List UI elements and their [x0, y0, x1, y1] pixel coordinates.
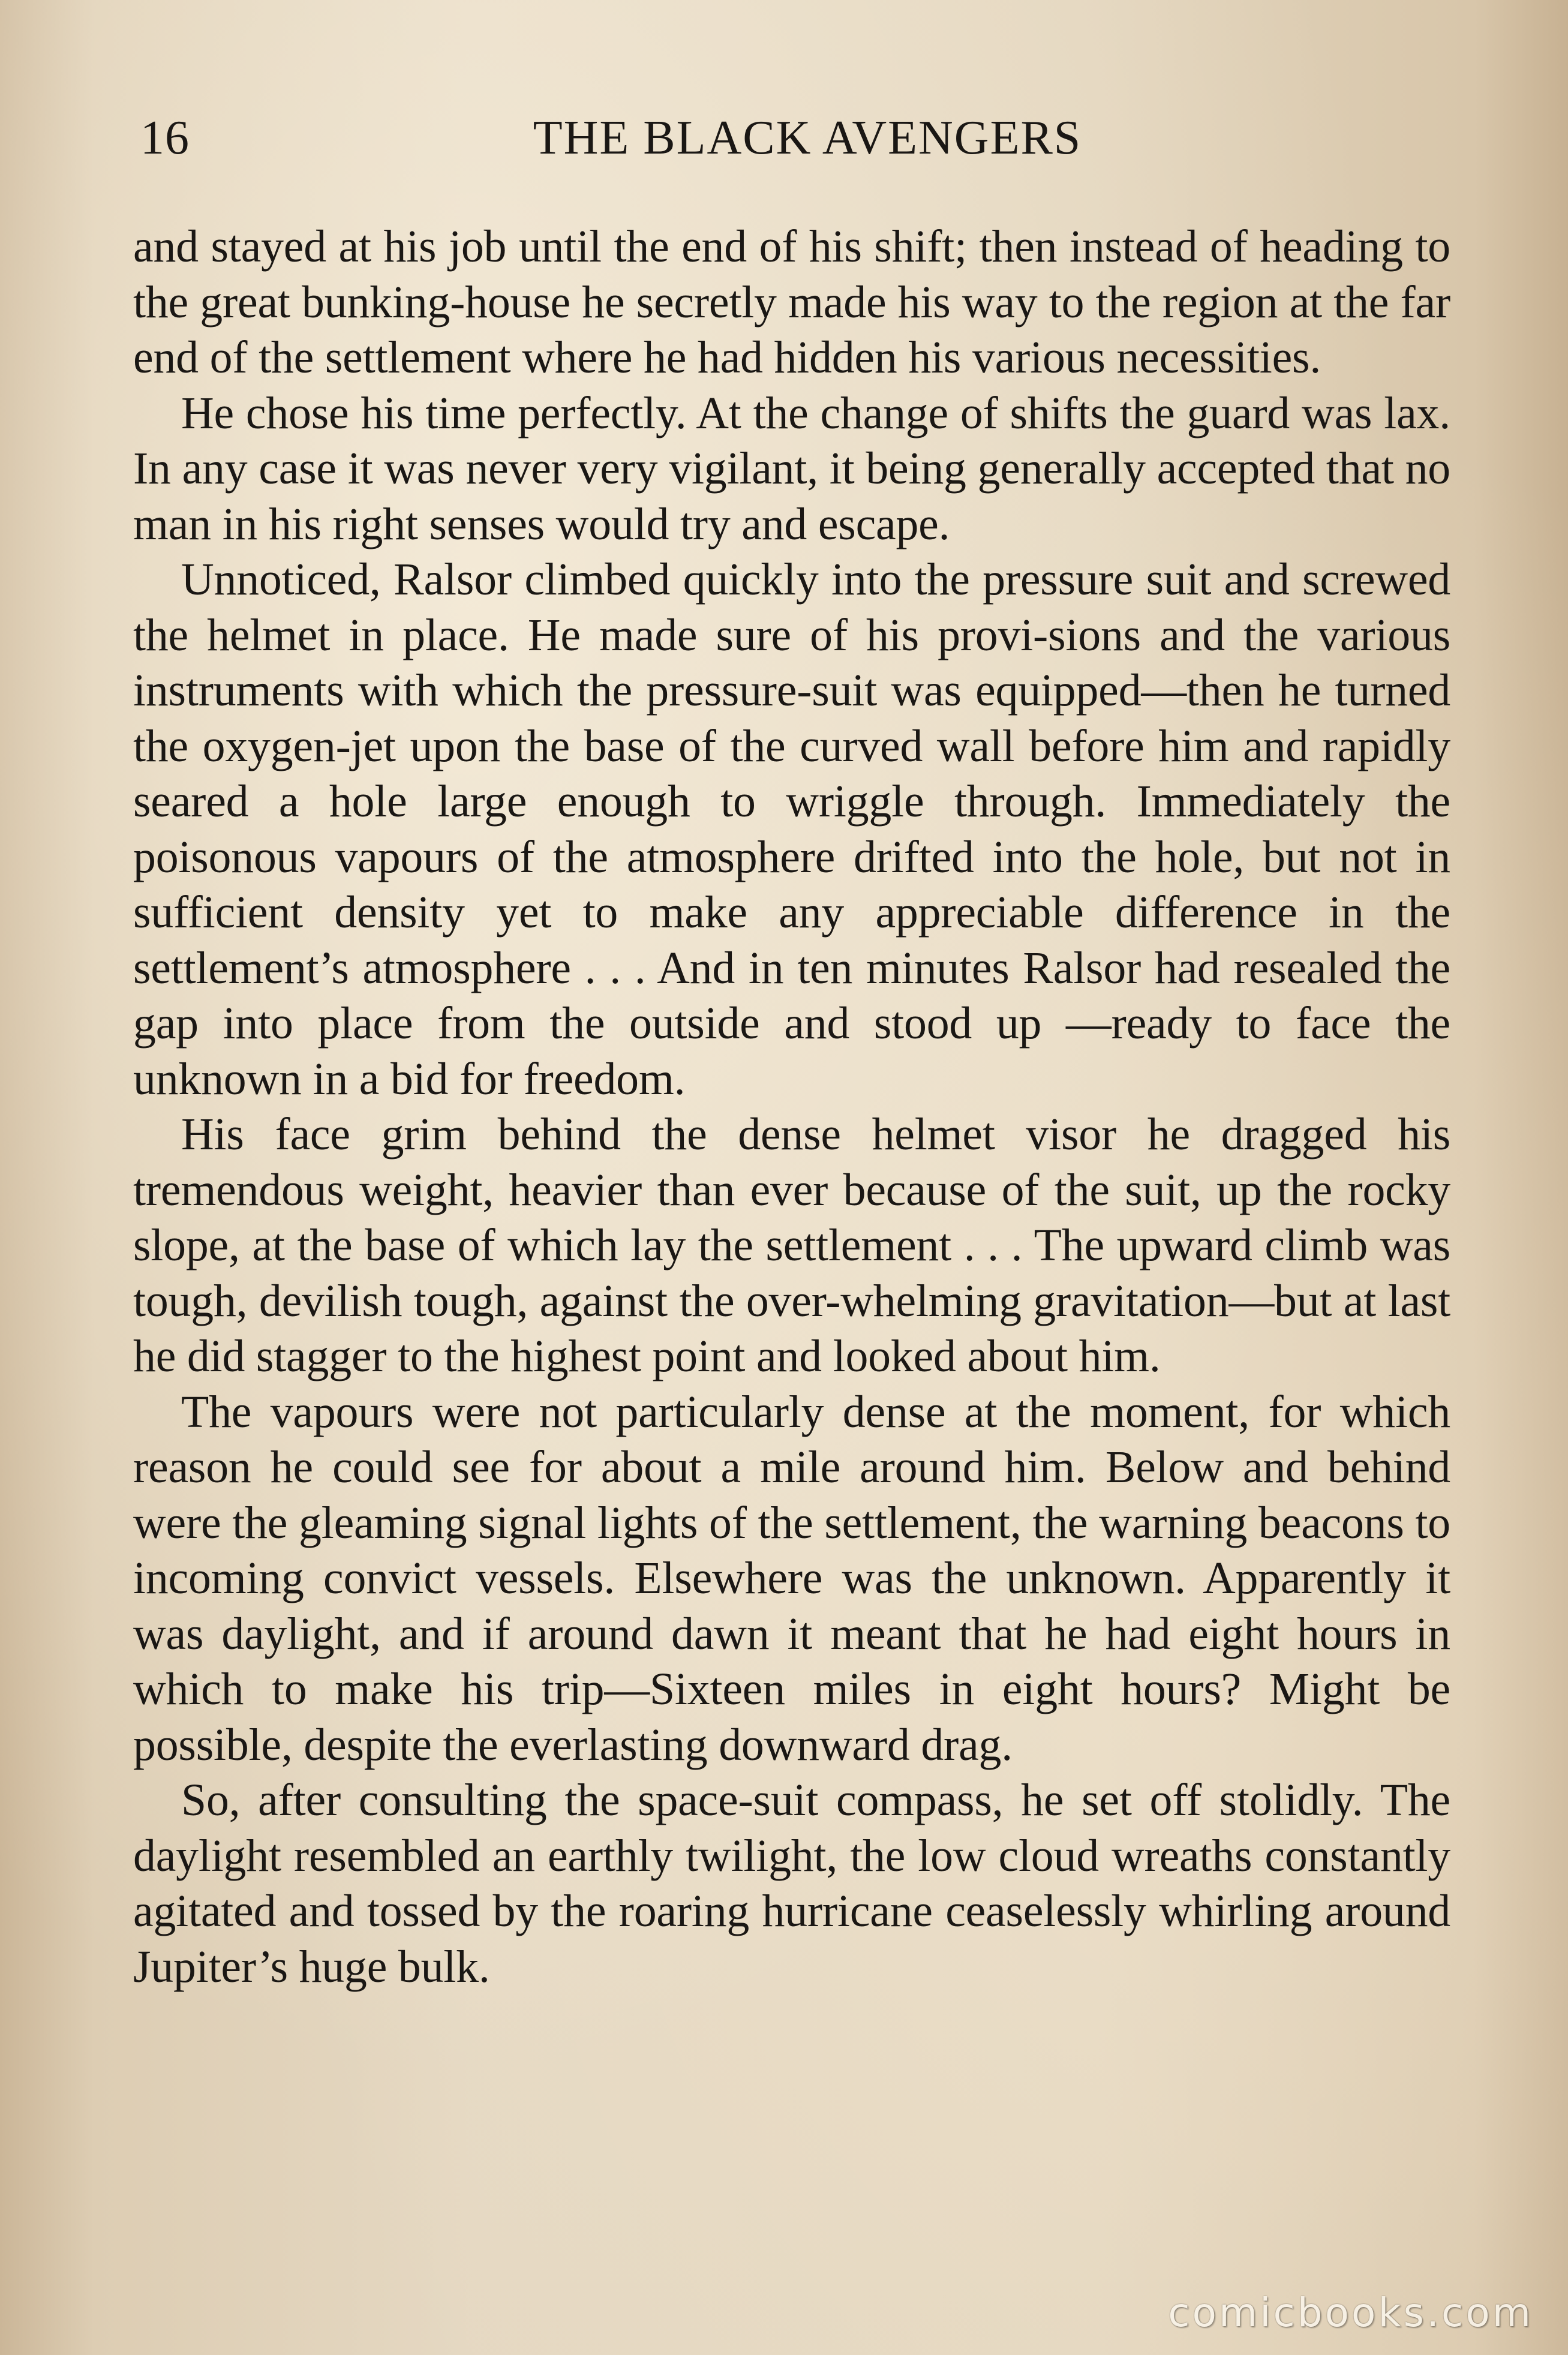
running-head-title: THE BLACK AVENGERS — [533, 112, 1082, 164]
paragraph: Unnoticed, Ralsor climbed quickly into the pressure suit and screwed the helmet in place. He made sure of his provi-sions and the various instruments with which the pressure-suit was equipped—then he turned the oxygen-jet upon the base of the curved wall before him and rapidly seared a hole large enough to wriggle through. Immediately the poisonous vapours of the atmosphere drifted into the hole, but not in sufficient density yet to make any appreciable difference in the settlement’s atmosphere . . . And in ten minutes Ralsor had resealed the gap into place from the outside and stood up —ready to face the unknown in a bid for freedom. — [133, 554, 1450, 1104]
page-number: 16 — [140, 112, 190, 164]
paragraph: His face grim behind the dense helmet visor he dragged his tremendous weight, heavier than ever because of the suit, up the rocky slope, at the base of which lay the settlement . . . The upward climb was tough, devilish tough, against the over-whelming gravitation—but at last he did stagger to the highest point and looked about him. — [133, 1109, 1450, 1381]
paragraph: So, after consulting the space-suit compass, he set off stolidly. The daylight resembled an earthly twilight, the low cloud wreaths constantly agitated and tossed by the roaring hurricane ceaselessly whirling around Jupiter’s huge bulk. — [133, 1775, 1450, 1992]
paragraph: He chose his time perfectly. At the change of shifts the guard was lax. In any case it was never very vigilant, it being generally accepted that no man in his right senses would try and escape. — [133, 388, 1450, 549]
body-text — [133, 219, 1450, 1994]
page-header — [137, 105, 1442, 171]
paragraph-continued: and stayed at his job until the end of his shift; then instead of heading to the great bunking-house he secretly made his way to the region at the far end of the settlement where he had hidden his various necessities. — [133, 221, 1450, 383]
watermark: comicbooks.com — [1168, 2290, 1533, 2336]
paragraph: The vapours were not particularly dense at the moment, for which reason he could see for about a mile around him. Below and behind were the gleaming signal lights of the settlement, the warning beacons to incoming convict vessels. Elsewhere was the unknown. Apparently it was daylight, and if around dawn it meant that he had eight hours in which to make his trip—Sixteen miles in eight hours? Might be possible, despite the everlasting downward drag. — [133, 1386, 1450, 1770]
